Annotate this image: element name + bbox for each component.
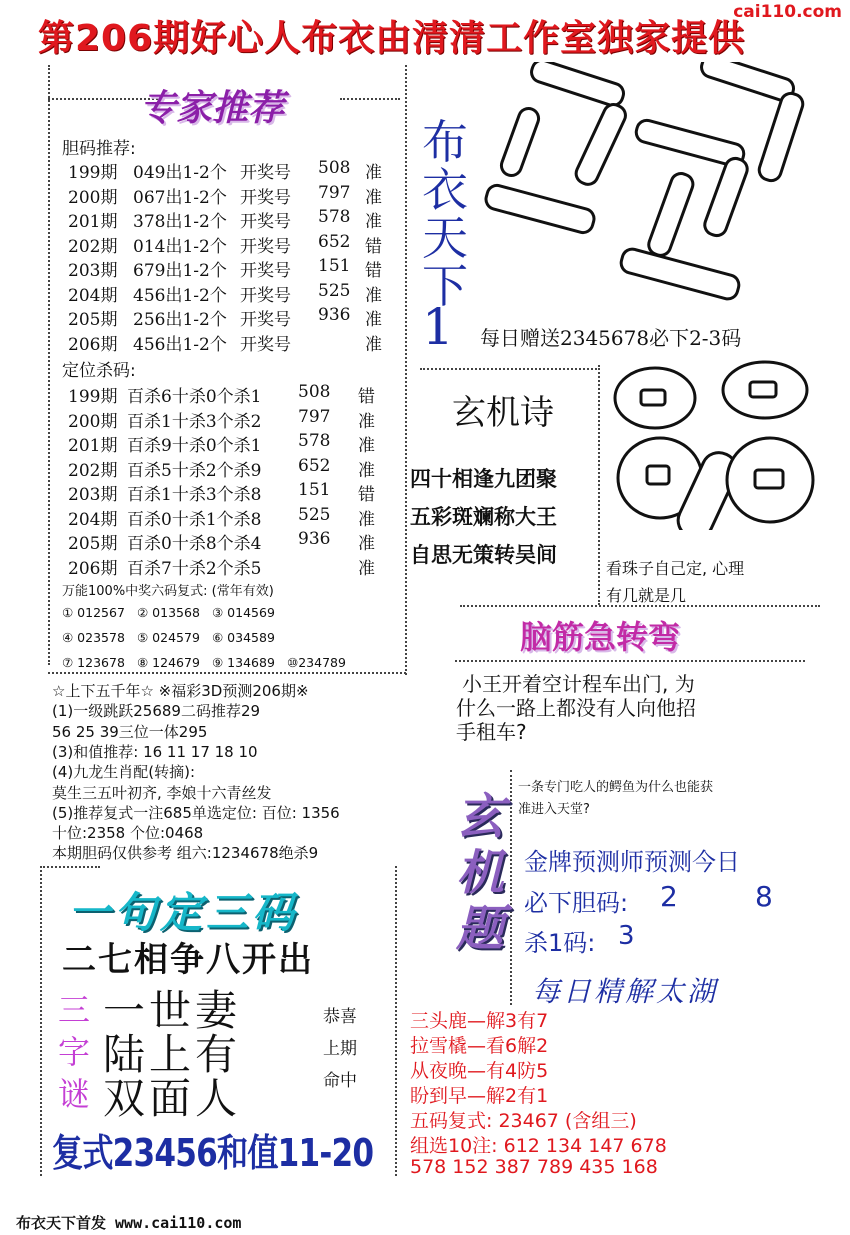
dan-result: 508	[318, 158, 351, 178]
divider	[395, 866, 397, 1176]
six-code: ③ 014569	[212, 605, 275, 620]
riddle-text-3: 手租车?	[456, 720, 527, 744]
kill-period: 206期	[68, 558, 118, 579]
dan-period: 202期	[68, 236, 118, 257]
ancient-line: ☆上下五千年☆ ※福彩3D预测206期※	[52, 682, 309, 700]
kill-result: 508	[298, 382, 331, 402]
kill-period: 205期	[68, 534, 118, 554]
kill-text: 百杀5十杀2个杀9	[127, 460, 262, 481]
xuanji-char: 玄	[456, 789, 505, 845]
dan-label: 开奖号	[240, 334, 291, 355]
kill-period: 200期	[68, 411, 118, 432]
kill-status: 准	[358, 436, 375, 456]
kill-period: 204期	[68, 509, 118, 530]
dan-number: 049出1-2个	[133, 163, 227, 183]
six-title: 万能100%中奖六码复式: (常年有效)	[62, 584, 274, 599]
dan-label: 开奖号	[240, 187, 291, 208]
xuanji-char: 题	[456, 901, 505, 957]
kill-status: 准	[358, 534, 375, 554]
pearl-caption-2: 有几就是几	[606, 586, 687, 605]
kill-text: 百杀0十杀1个杀8	[127, 509, 262, 530]
divider	[40, 866, 42, 1176]
kill-text: 百杀9十杀0个杀1	[127, 436, 262, 456]
six-code: ⑩234789	[287, 655, 346, 670]
dan-number: 456出1-2个	[133, 285, 227, 306]
dan-label: 开奖号	[240, 261, 291, 281]
ancient-line: (5)推荐复式一注685单选定位: 百位: 1356	[52, 803, 340, 822]
dan-number: 378出1-2个	[133, 212, 227, 232]
kill-status: 错	[358, 485, 375, 505]
digit-2-mid-bar	[646, 171, 696, 258]
buyi-char: 1	[422, 298, 454, 356]
kill-status: 准	[358, 411, 375, 432]
dan-result: 652	[318, 231, 351, 252]
kill-status: 准	[358, 460, 375, 481]
taihu-line: 三头鹿—解3有7	[410, 1010, 549, 1032]
riddle-text-1: 小王开着空计程车出门, 为	[462, 672, 695, 696]
kill-text: 百杀7十杀2个杀5	[127, 558, 262, 579]
kill-result: 151	[298, 480, 331, 500]
divider	[455, 660, 805, 662]
sentence-line: 二七相争八开出	[62, 940, 314, 980]
kill-text: 百杀1十杀3个杀2	[127, 411, 262, 432]
bixia-label: 必下胆码:	[524, 889, 629, 917]
dan-label: 开奖号	[240, 285, 291, 306]
kill-result: 936	[298, 529, 331, 549]
kill-text: 百杀0十杀8个杀4	[127, 534, 262, 554]
kill-result: 652	[298, 455, 331, 476]
dan-number: 679出1-2个	[133, 261, 227, 281]
kill-period: 201期	[68, 436, 118, 456]
site-logo[interactable]: cai110.com	[733, 2, 842, 22]
three-char: 谜	[58, 1075, 91, 1113]
divider	[340, 98, 400, 100]
dan-status: 准	[365, 163, 382, 183]
gold-title: 金牌预测师预测今日	[524, 848, 740, 876]
poem-line: 五彩斑斓称大王	[410, 505, 557, 529]
three-char: 三	[58, 991, 91, 1029]
six-code: ⑥ 034589	[212, 630, 275, 645]
ancient-line: 十位:2358 个位:0468	[52, 824, 204, 843]
digit-3-bottom-bar	[484, 183, 596, 235]
three-line: 双面人	[103, 1074, 242, 1123]
congrats-line: 上期	[323, 1039, 357, 1059]
dan-result: 151	[318, 256, 351, 276]
dan-period: 203期	[68, 261, 118, 281]
number-graphic	[470, 62, 820, 327]
poem-title: 玄机诗	[452, 393, 554, 433]
three-line: 陆上有	[103, 1030, 242, 1079]
buyi-char: 布	[422, 115, 468, 169]
kill-result: 525	[298, 504, 331, 525]
kill-text: 百杀6十杀0个杀1	[127, 387, 262, 407]
digit-3-mid-bar	[499, 106, 542, 179]
xuanji-char: 机	[456, 845, 505, 901]
ancient-line: (4)九龙生肖配(转摘):	[52, 763, 196, 782]
kill-title: 定位杀码:	[62, 361, 136, 381]
three-line: 一世妻	[103, 986, 242, 1035]
dan-result: 797	[318, 182, 351, 203]
dan-number: 456出1-2个	[133, 334, 227, 355]
digit-3-top-bar	[529, 62, 626, 108]
dan-status: 准	[365, 212, 382, 232]
taihu-line: 从夜晚—有4防5	[410, 1060, 549, 1082]
ancient-line: 56 25 39三位一体295	[52, 722, 208, 741]
kill-status: 准	[358, 558, 375, 579]
riddle-title: 脑筋急转弯	[520, 618, 681, 656]
dan-status: 准	[365, 285, 382, 306]
buyi-char: 衣	[422, 163, 468, 217]
dan-label: 开奖号	[240, 212, 291, 232]
dan-number: 067出1-2个	[133, 187, 227, 208]
dan-period: 204期	[68, 285, 118, 306]
congrats-line: 命中	[323, 1071, 357, 1091]
digit-2-right-bar	[702, 156, 750, 239]
buyi-char: 天	[422, 211, 468, 265]
digit-2b-right-bar	[757, 91, 806, 183]
xuanji-question-2: 准进入天堂?	[518, 802, 590, 817]
xuanji-question-1: 一条专门吃人的鳄鱼为什么也能获	[518, 780, 714, 795]
dan-status: 错	[365, 261, 382, 281]
expert-title: 专家推荐	[140, 88, 285, 129]
kill-status: 错	[358, 387, 375, 407]
kill-period: 202期	[68, 460, 118, 481]
kill-period: 203期	[68, 485, 118, 505]
ancient-line: 本期胆码仅供参考 组六:1234678绝杀9	[52, 844, 319, 863]
ancient-line: (1)一级跳跃25689二码推荐29	[52, 702, 261, 721]
six-code: ⑨ 134689	[212, 655, 275, 670]
divider	[405, 65, 407, 675]
dan-number: 014出1-2个	[133, 236, 227, 257]
ancient-line: (3)和值推荐: 16 11 17 18 10	[52, 742, 258, 761]
daily-gift: 每日赠送2345678必下2-3码	[480, 326, 742, 350]
dan-period: 205期	[68, 310, 118, 330]
taihu-line: 拉雪橇—看6解2	[410, 1035, 549, 1057]
dan-label: 开奖号	[240, 310, 291, 330]
divider	[48, 65, 50, 665]
kill-text: 百杀1十杀3个杀8	[127, 485, 262, 505]
dan-label: 开奖号	[240, 163, 291, 183]
digit-2-bottom-bar	[619, 247, 741, 301]
dan-period: 200期	[68, 187, 118, 208]
coins-graphic	[605, 360, 820, 530]
dan-period: 206期	[68, 334, 118, 355]
dan-result: 936	[318, 305, 351, 325]
taihu-line: 盼到早—解2有1	[410, 1085, 549, 1107]
taihu-line: 578 152 387 789 435 168	[410, 1156, 658, 1178]
bixia-a: 2	[660, 880, 678, 913]
sha-label: 杀1码:	[524, 929, 596, 957]
ancient-line: 莫生三五叶初齐, 李娘十六青丝发	[52, 783, 272, 802]
dan-result: 578	[318, 207, 351, 227]
riddle-text-2: 什么一路上都没有人向他招	[456, 696, 696, 720]
taihu-line: 组选10注: 612 134 147 678	[410, 1135, 667, 1157]
dan-period: 201期	[68, 212, 118, 232]
sentence-title: 一句定三码	[68, 888, 299, 937]
taihu-line: 五码复式: 23467 (含组三)	[410, 1110, 637, 1132]
buyi-char: 下	[422, 259, 468, 313]
dan-number: 256出1-2个	[133, 310, 227, 330]
dan-label: 开奖号	[240, 236, 291, 257]
six-code: ⑤ 024579	[137, 630, 200, 645]
dan-status: 准	[365, 187, 382, 208]
kill-status: 准	[358, 509, 375, 530]
congrats-line: 恭喜	[323, 1007, 357, 1027]
divider	[40, 866, 100, 868]
kill-result: 578	[298, 431, 331, 451]
divider	[48, 672, 406, 674]
six-code: ⑧ 124679	[137, 655, 200, 670]
dan-period: 199期	[68, 163, 118, 183]
six-code: ① 012567	[62, 605, 125, 620]
page-title: 第206期好心人布衣由清清工作室独家提供	[38, 18, 746, 59]
dan-result: 525	[318, 280, 351, 301]
six-code: ⑦ 123678	[62, 655, 125, 670]
dan-title: 胆码推荐:	[62, 139, 136, 159]
dan-status: 准	[365, 310, 382, 330]
sha-val: 3	[618, 921, 635, 951]
divider	[510, 770, 512, 1005]
dan-status: 错	[365, 236, 382, 257]
divider	[420, 368, 600, 370]
footer-text: 布衣天下首发 www.cai110.com	[16, 1214, 242, 1232]
kill-period: 199期	[68, 387, 118, 407]
dan-status: 准	[365, 334, 382, 355]
pearl-caption-1: 看珠子自己定, 心理	[606, 559, 745, 578]
six-code: ② 013568	[137, 605, 200, 620]
six-code: ④ 023578	[62, 630, 125, 645]
fushi-text: 复式23456和值11-20	[52, 1131, 374, 1175]
taihu-title: 每日精解太湖	[532, 975, 719, 1008]
poem-line: 四十相逢九团聚	[410, 467, 557, 491]
kill-result: 797	[298, 406, 331, 427]
three-char: 字	[58, 1033, 91, 1071]
divider	[598, 365, 600, 605]
poem-line: 自思无策转吴间	[410, 543, 557, 567]
digit-3-right-bar	[573, 101, 629, 187]
bixia-b: 8	[755, 880, 773, 913]
